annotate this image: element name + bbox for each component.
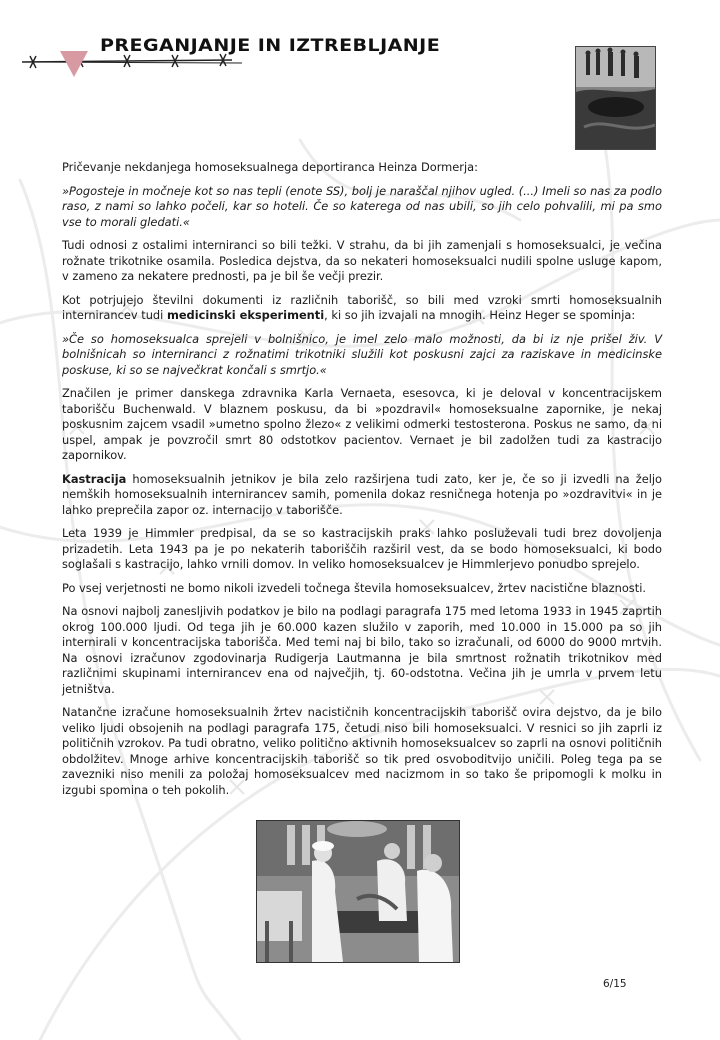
paragraph: [62, 472, 662, 519]
quote-paragraph: »Če so homoseksualca sprejeli v bolnišnico, je imel zelo malo možnosti, da bi iz nje prišel živ. V bolnišnicah so interniranci z rožnatimi trikotniki služili kot poskusni zajci za raziskave in medicinske poskuse, ki so se največkrat končali s smrtjo.«: [62, 331, 662, 377]
photo-execution-pit: [575, 46, 656, 150]
article-body: [62, 160, 662, 806]
paragraph-text: , ki so jih izvajali na mnogih. Heinz Heger se spominja:: [324, 308, 636, 322]
pink-triangle-icon: [60, 51, 88, 77]
page-number: 6/15: [603, 978, 627, 990]
paragraph: Na osnovi najbolj zanesljivih podatkov je bilo na podlagi paragrafa 175 med letoma 1933 in 1945 zaprtih okrog 100.000 ljudi. Od tega jih je 60.000 kazen služilo v zaporih, med 10.000 in 15.000 pa so jih internirali v koncentracijska taborišča. Med temi naj bi bilo, tako so izračunali, od 6000 do 9000 mrtvih. Na osnovi izračunov zgodovinarja Rudigerja Lautmanna je bila smrtnost rožnatih trikotnikov med različnimi skupinami internirancev ena od največjih, tj. 60-odstotna. Večina jih je umrla v prvem letu jetništva.: [62, 604, 662, 696]
paragraph: [62, 293, 662, 324]
paragraph-text: Kot potrjujejo številni dokumenti iz različnih taborišč, so bili med vzroki smrti homoseksualnih internirancev tudi: [62, 292, 662, 322]
bold-term: medicinski eksperimenti: [166, 308, 325, 322]
photo-medical-operation: [256, 820, 460, 963]
quote-paragraph: »Pogosteje in močneje kot so nas tepli (enote SS), bolj je naraščal njihov ugled. (...) Imeli so nas za podlo raso, z nami so lahko počeli, kar so hoteli. Če so katerega od nas ubili, so jih celo pohvalili, mi pa smo vse to morali gledati.«: [62, 183, 662, 229]
bold-term: Kastracija: [62, 471, 127, 486]
paragraph: Značilen je primer danskega zdravnika Karla Vernaeta, esesovca, ki je deloval v koncentracijskem taborišču Buchenwald. V blaznem poskusu, da bi »pozdravil« homoseksualne zapornike, je nekaj poskusnim zajcem vsadil »umetno spolno žlezo« z velikimi odmerki testosterona. Poskus ne samo, da ni uspel, ampak je povzročil smrt 80 odstotkov pacientov. Vernaet je bil zadolžen tudi za kastracijo zapornikov.: [62, 386, 662, 462]
paragraph: Po vsej verjetnosti ne bomo nikoli izvedeli točnega števila homoseksualcev, žrtev nacistične blaznosti.: [62, 580, 646, 595]
paragraph-text: homoseksualnih jetnikov je bila zelo razširjena tudi zato, ker je, če so ji izvedli na željo nemških homoseksualnih internirancev samih, pomenila dokaz resničnega hotenja po »ozdravitvi« in je lahko preprečila zapor oz. internacijo v taborišče.: [62, 471, 662, 517]
paragraph: Pričevanje nekdanjega homoseksualnega deportiranca Heinza Dormerja:: [62, 160, 478, 174]
paragraph: Natančne izračune homoseksualnih žrtev nacističnih koncentracijskih taborišč ovira dejstvo, da je bilo veliko ljudi obsojenih na podlagi paragrafa 175, četudi niso bili homoseksualci. V resnici so jih zaprli iz političnih vzrokov. Pa tudi obratno, veliko politično aktivnih homoseksualcev so zaprli na osnovi političnih obdolžitev. Mnoge arhive koncentracijskih taborišč so tik pred osvoboditvijo uničili. Poleg tega pa se zavezniki niso menili za položaj homoseksualcev med nacizmom in so tako še pripomogli k molku in izgubi spomina o teh pokolih.: [62, 705, 662, 797]
page-header: [22, 30, 472, 80]
paragraph: Tudi odnosi z ostalimi interniranci so bili težki. V strahu, da bi jih zamenjali s homoseksualci, je večina rožnate trikotnike osamila. Posledica dejstva, da so nekateri homoseksualci nudili spolne usluge kapom, v zameno za nekatere prednosti, pa je bil še večji prezir.: [62, 238, 662, 283]
paragraph: Leta 1939 je Himmler predpisal, da se so kastracijskih praks lahko posluževali tudi brez dovoljenja prizadetih. Leta 1943 pa je po nekaterih taboriščih razširil vest, da se bodo homoseksualci, ki bodo soglašali s kastracijo, lahko vrnili domov. In veliko homoseksualcev je Himmlerjevo ponudbo sprejelo.: [62, 526, 662, 571]
page-title: PREGANJANJE IN IZTREBLJANJE: [100, 36, 441, 56]
